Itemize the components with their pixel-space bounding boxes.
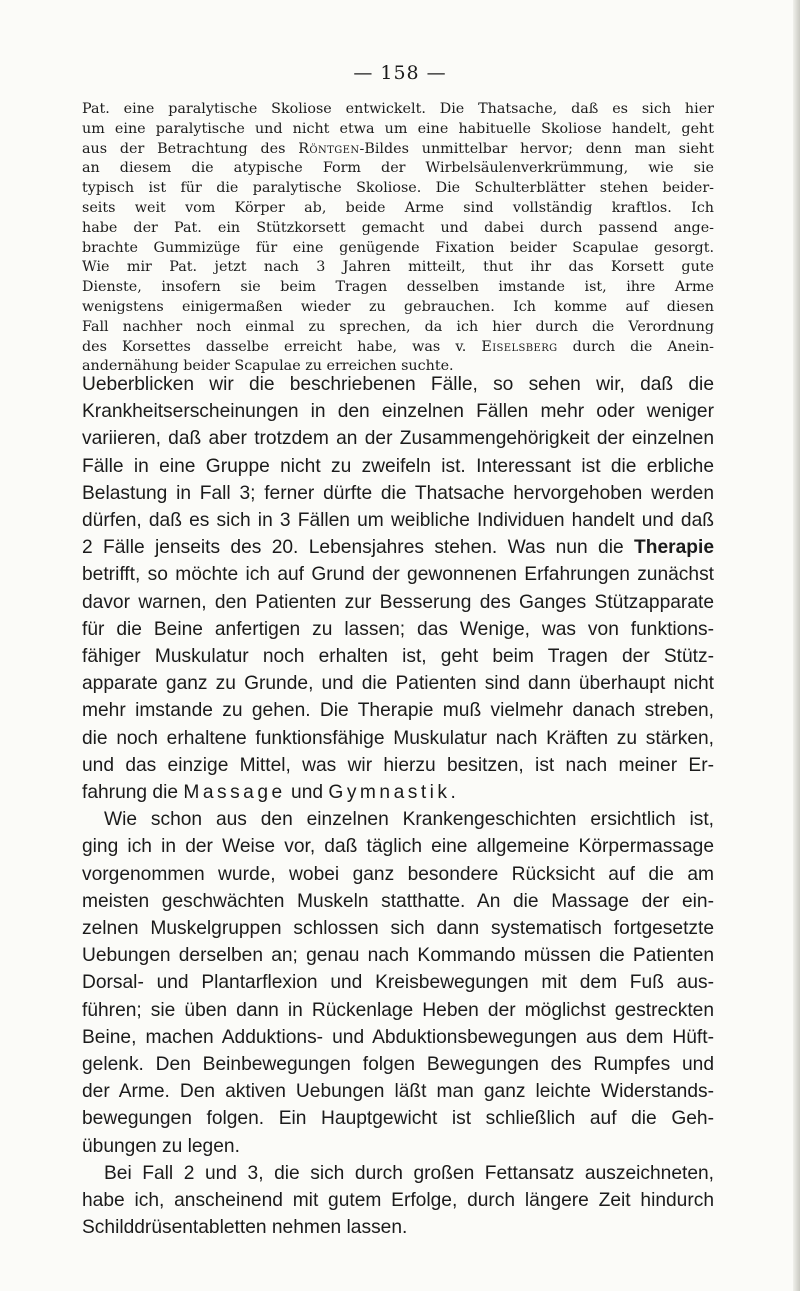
- text-line: übungen zu legen.: [82, 1135, 240, 1157]
- text-line: zelnen Muskelgruppen schlossen sich dann systematisch fortgesetzte: [82, 918, 714, 940]
- emphasis-bold: Therapie: [634, 537, 714, 559]
- text-line: aus der Betrachtung des Röntgen-Bildes unmittelbar hervor; denn man sieht: [82, 140, 714, 157]
- page-edge-shadow: [793, 0, 800, 1291]
- text-line: Belastung in Fall 3; ferner dürfte die Thatsache hervorgehoben werden: [82, 482, 714, 504]
- text-line: Bei Fall 2 und 3, die sich durch großen Fettansatz auszeichneten,: [104, 1162, 714, 1184]
- text-line: ging ich in der Weise vor, daß täglich eine allgemeine Körpermassage: [82, 836, 714, 858]
- text-line: seits weit vom Körper ab, beide Arme sind vollständig kraftlos. Ich: [82, 199, 714, 216]
- text-line: meisten geschwächten Muskeln statthatte. An die Massage der ein-: [82, 890, 714, 912]
- text-line: Ueberblicken wir die beschriebenen Fälle, so sehen wir, daß die: [82, 374, 714, 395]
- text-line: Wie mir Pat. jetzt nach 3 Jahren mitteilt, thut ihr das Korsett gute: [82, 259, 714, 276]
- text-line: Fälle in eine Gruppe nicht zu zweifeln ist. Interessant ist die erbliche: [82, 455, 714, 477]
- text-line: Fall nachher noch einmal zu sprechen, da ich hier durch die Verordnung: [82, 318, 714, 335]
- text-line: wenigstens einigermaßen wieder zu gebrauchen. Ich komme auf diesen: [82, 298, 714, 315]
- text-line: führen; sie üben dann in Rückenlage Heben der möglichst gestreckten: [82, 999, 714, 1021]
- author-name: Eiselsberg: [481, 338, 558, 355]
- text-line: dürfen, daß es sich in 3 Fällen um weibliche Individuen handelt und daß: [82, 510, 714, 532]
- text-line: bewegungen folgen. Ein Hauptgewicht ist schließlich auf die Geh-: [82, 1108, 714, 1130]
- text-line: gelenk. Den Beinbewegungen folgen Bewegungen des Rumpfes und: [82, 1054, 714, 1076]
- text-line: fähiger Muskulatur noch erhalten ist, geht beim Tragen der Stütz-: [82, 646, 714, 668]
- text-line: andernähung beider Scapulae zu erreichen suchte.: [82, 358, 454, 375]
- text-line: des Korsettes dasselbe erreicht habe, was v. Eiselsberg durch die Anein-: [82, 338, 714, 355]
- text-line: Schilddrüsentabletten nehmen lassen.: [82, 1217, 408, 1239]
- text-line: Uebungen derselben an; genau nach Kommando müssen die Patienten: [82, 945, 714, 967]
- author-name: Röntgen: [298, 140, 360, 157]
- text-line: variieren, daß aber trotzdem an der Zusammengehörigkeit der einzelnen: [82, 428, 714, 450]
- emphasis-spaced: Massage: [183, 782, 286, 804]
- text-line: Pat. eine paralytische Skoliose entwickelt. Die Thatsache, daß es sich hier: [82, 101, 714, 117]
- text-line: apparate ganz zu Grunde, und die Patienten sind dann überhaupt nicht: [82, 673, 714, 695]
- emphasis-spaced: Gymnastik: [328, 782, 451, 804]
- text-line: der Arme. Den aktiven Uebungen läßt man ganz leichte Widerstands-: [82, 1081, 714, 1103]
- case-report-paragraph: [82, 100, 714, 377]
- text-line: an diesem die atypische Form der Wirbelsäulenverkrümmung, wie sie: [82, 160, 714, 177]
- text-line: Dienste, insofern sie beim Tragen desselben imstande ist, ihre Arme: [82, 279, 714, 296]
- text-line: habe ich, anscheinend mit gutem Erfolge, durch längere Zeit hindurch: [82, 1190, 714, 1212]
- text-line: Wie schon aus den einzelnen Krankengeschichten ersichtlich ist,: [104, 809, 714, 831]
- text-line: 2 Fälle jenseits des 20. Lebensjahres stehen. Was nun die Therapie: [82, 537, 714, 559]
- text-line: die noch erhaltene funktionsfähige Muskulatur nach Kräften zu stärken,: [82, 727, 714, 749]
- text-line: typisch ist für die paralytische Skoliose. Die Schulterblätter stehen beider-: [82, 180, 714, 197]
- text-line: fahrung die Massage und Gymnastik.: [82, 782, 456, 804]
- text-line: für die Beine anfertigen zu lassen; das Wenige, was von funktions-: [82, 618, 714, 640]
- text-line: Dorsal- und Plantarflexion und Kreisbewegungen mit dem Fuß aus-: [82, 972, 714, 994]
- text-line: Beine, machen Adduktions- und Abduktionsbewegungen aus dem Hüft-: [82, 1026, 714, 1048]
- page-number: — 158 —: [353, 62, 447, 84]
- text-line: habe der Pat. ein Stützkorsett gemacht und dabei durch passend ange-: [82, 219, 714, 236]
- text-line: davor warnen, den Patienten zur Besserung des Ganges Stützapparate: [82, 591, 714, 613]
- text-line: vorgenommen wurde, wobei ganz besondere Rücksicht auf die am: [82, 863, 714, 885]
- text-line: um eine paralytische und nicht etwa um eine habituelle Skoliose handelt, geht: [82, 120, 714, 137]
- text-line: Krankheitserscheinungen in den einzelnen Fällen mehr oder weniger: [82, 401, 714, 423]
- therapy-discussion-text: [82, 371, 714, 1242]
- text-line: betrifft, so möchte ich auf Grund der gewonnenen Erfahrungen zunächst: [82, 564, 714, 586]
- text-line: und das einzige Mittel, was wir hierzu besitzen, ist nach meiner Er-: [82, 754, 714, 776]
- text-line: brachte Gummizüge für eine genügende Fixation beider Scapulae gesorgt.: [82, 239, 714, 256]
- text-line: mehr imstande zu gehen. Die Therapie muß vielmehr danach streben,: [82, 700, 714, 722]
